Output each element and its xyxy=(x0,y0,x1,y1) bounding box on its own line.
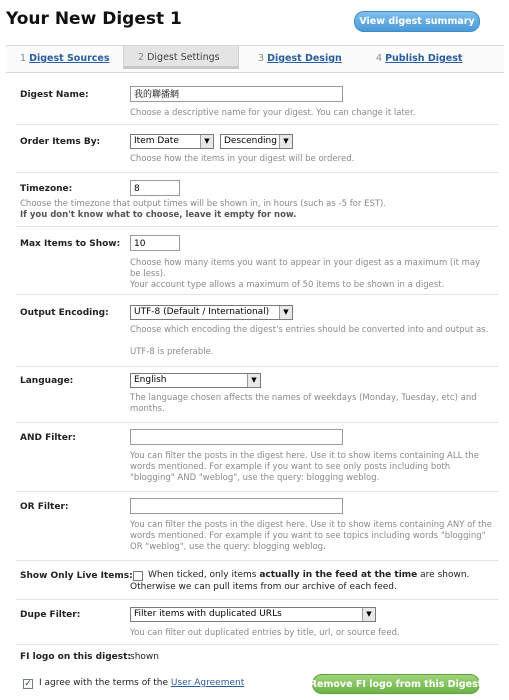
output-encoding-value: UTF-8 (Default / International) xyxy=(134,307,270,317)
chevron-down-icon: ▼ xyxy=(200,135,213,148)
live-items-text xyxy=(148,570,469,580)
order-by-value: Item Date xyxy=(134,136,179,146)
order-direction-select[interactable] xyxy=(220,134,293,149)
timezone-help: Choose the timezone that output times will be shown in, in hours (such as -5 for EST). xyxy=(20,199,387,209)
output-encoding-label: Output Encoding: xyxy=(20,308,109,318)
timezone-help-bold: If you don't know what to choose, leave it empty for now. xyxy=(20,210,297,220)
agree-text-label: I agree with the terms of the xyxy=(39,678,168,688)
tab-number: 2 xyxy=(138,52,145,63)
order-items-label: Order Items By: xyxy=(20,137,101,147)
live-items-label: Show Only Live Items: xyxy=(20,571,133,581)
fi-logo-row xyxy=(16,645,498,671)
output-encoding-select[interactable] xyxy=(130,305,293,320)
and-filter-help: You can filter the posts in the digest here. Use it to show items containing ALL the words mentioned. For example if you want to see only posts including both "blogging" AND "weblog", use the query: blogging weblog. xyxy=(130,451,479,483)
order-items-row xyxy=(16,125,498,173)
order-direction-value: Descending xyxy=(224,136,277,146)
dupe-filter-label: Dupe Filter: xyxy=(20,610,81,620)
tab-digest-settings[interactable] xyxy=(123,46,239,69)
language-select[interactable] xyxy=(130,373,261,388)
digest-name-help: Choose a descriptive name for your digest. You can change it later. xyxy=(130,108,416,118)
language-row xyxy=(16,367,498,423)
max-items-help: Choose how many items you want to appear in your digest as a maximum (it may be less). xyxy=(130,258,481,279)
or-filter-row xyxy=(16,492,498,561)
language-help: The language chosen affects the names of weekdays (Monday, Tuesday, etc) and months. xyxy=(130,393,477,414)
tab-label: Digest Settings xyxy=(147,52,220,63)
live-items-row xyxy=(16,561,498,600)
tab-digest-sources[interactable] xyxy=(20,46,110,72)
dupe-filter-select[interactable] xyxy=(130,607,376,622)
max-items-input[interactable]: 10 xyxy=(130,235,180,251)
and-filter-row xyxy=(16,423,498,492)
order-by-select[interactable] xyxy=(130,134,214,149)
digest-name-row xyxy=(16,80,498,125)
max-items-help-2: Your account type allows a maximum of 50 items to be shown in a digest. xyxy=(130,280,445,290)
chevron-down-icon: ▼ xyxy=(279,306,292,319)
tab-digest-design[interactable] xyxy=(258,46,342,72)
live-items-text-pre: When ticked, only items xyxy=(148,570,260,580)
fi-logo-value: shown xyxy=(130,652,159,662)
tab-label[interactable]: Digest Sources xyxy=(29,53,110,64)
tab-number: 1 xyxy=(20,53,27,64)
max-items-row xyxy=(16,227,498,295)
tab-label[interactable]: Digest Design xyxy=(267,53,342,64)
tab-publish-digest[interactable] xyxy=(376,46,462,72)
tab-number: 4 xyxy=(376,53,383,64)
and-filter-label: AND Filter: xyxy=(20,433,76,443)
max-items-label: Max Items to Show: xyxy=(20,239,121,249)
digest-name-input[interactable]: 我的聯播網 xyxy=(130,86,343,102)
page-title: Your New Digest 1 xyxy=(6,9,182,29)
or-filter-input[interactable] xyxy=(130,498,343,514)
output-encoding-help-2: UTF-8 is preferable. xyxy=(130,347,214,357)
agree-checkbox[interactable]: ✓ xyxy=(24,679,32,689)
language-value: English xyxy=(134,375,167,385)
live-items-checkbox[interactable] xyxy=(133,571,143,581)
view-digest-summary-button[interactable]: View digest summary xyxy=(354,11,480,32)
page-header xyxy=(0,0,509,42)
live-items-text-line2: Otherwise we can pull items from our archive of each feed. xyxy=(130,582,397,592)
tab-number: 3 xyxy=(258,53,265,64)
order-items-help: Choose how the items in your digest will be ordered. xyxy=(130,154,355,164)
or-filter-label: OR Filter: xyxy=(20,502,69,512)
and-filter-input[interactable] xyxy=(130,429,343,445)
digest-name-label: Digest Name: xyxy=(20,90,89,100)
agree-text xyxy=(39,678,244,688)
dupe-filter-value: Filter items with duplicated URLs xyxy=(134,609,282,619)
wizard-tabs xyxy=(6,45,504,73)
user-agreement-link[interactable]: User Agreement xyxy=(170,678,245,688)
dupe-filter-help: You can filter out duplicated entries by title, url, or source feed. xyxy=(130,628,400,638)
output-encoding-help: Choose which encoding the digest's entries should be converted into and output as. xyxy=(130,325,489,335)
fi-logo-label: FI logo on this digest: xyxy=(20,652,131,662)
live-items-text-post: are shown. xyxy=(417,570,470,580)
dupe-filter-row xyxy=(16,600,498,645)
chevron-down-icon: ▼ xyxy=(362,608,375,621)
language-label: Language: xyxy=(20,376,74,386)
live-items-text-bold: actually in the feed at the time xyxy=(259,570,418,580)
or-filter-help: You can filter the posts in the digest here. Use it to show items containing ANY of the words mentioned. For example if you want to see topics including words "blogging" OR "weblog", use the query: blogging weblog. xyxy=(130,520,492,552)
chevron-down-icon: ▼ xyxy=(279,135,292,148)
timezone-input[interactable]: 8 xyxy=(130,180,180,196)
chevron-down-icon: ▼ xyxy=(247,374,260,387)
timezone-label: Timezone: xyxy=(20,184,73,194)
tab-label[interactable]: Publish Digest xyxy=(385,53,463,64)
timezone-row xyxy=(16,173,498,227)
remove-fi-logo-button[interactable]: Remove FI logo from this Digest xyxy=(312,674,480,694)
output-encoding-row xyxy=(16,295,498,367)
